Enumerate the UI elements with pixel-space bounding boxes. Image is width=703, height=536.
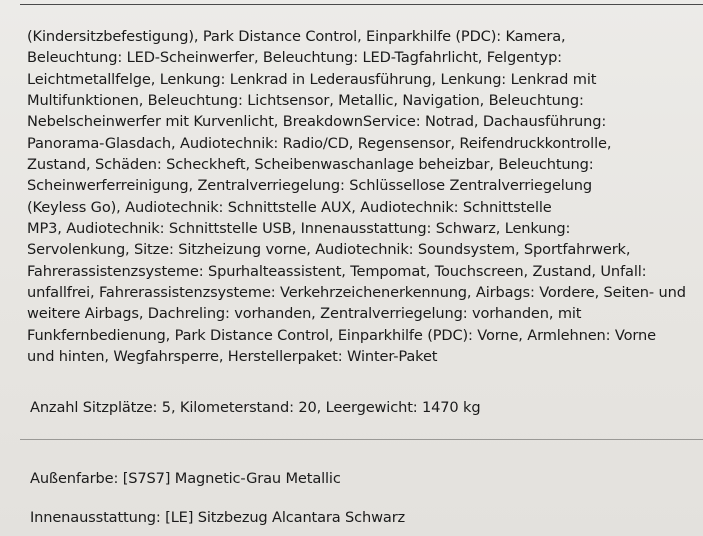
interior-trim-line: Innenausstattung: [LE] Sitzbezug Alcantara Schwarz (30, 509, 406, 526)
equipment-line: weitere Airbags, Dachreling: vorhanden, Zentralverriegelung: vorhanden, mit (27, 305, 582, 323)
equipment-line: Panorama-Glasdach, Audiotechnik: Radio/CD, Regensensor, Reifendruckkontrolle, (27, 134, 612, 152)
equipment-line: (Kindersitzbefestigung), Park Distance Control, Einparkhilfe (PDC): Kamera, (27, 28, 566, 45)
equipment-line: Leichtmetallfelge, Lenkung: Lenkrad in Lederausführung, Lenkung: Lenkrad mit (27, 70, 597, 88)
vehicle-stats-line: Anzahl Sitzplätze: 5, Kilometerstand: 20, Leergewicht: 1470 kg (30, 399, 481, 416)
equipment-line: Servolenkung, Sitze: Sitzheizung vorne, Audiotechnik: Soundsystem, Sportfahrwerk, (27, 241, 631, 259)
exterior-color-line: Außenfarbe: [S7S7] Magnetic-Grau Metallic (30, 470, 341, 487)
equipment-line: und hinten, Wegfahrsperre, Herstellerpaket: Winter-Paket (27, 348, 438, 366)
equipment-line: Fahrerassistenzsysteme: Spurhalteassistent, Tempomat, Touchscreen, Zustand, Unfall: (27, 262, 647, 280)
equipment-paragraph (27, 26, 697, 368)
equipment-line: Multifunktionen, Beleuchtung: Lichtsensor, Metallic, Navigation, Beleuchtung: (27, 92, 584, 110)
equipment-line: MP3, Audiotechnik: Schnittstelle USB, Innenausstattung: Schwarz, Lenkung: (27, 220, 571, 238)
equipment-line: Scheinwerferreinigung, Zentralverriegelung: Schlüssellose Zentralverriegelung (27, 177, 592, 195)
equipment-line: Funkfernbedienung, Park Distance Control, Einparkhilfe (PDC): Vorne, Armlehnen: Vorne (27, 326, 656, 344)
equipment-line: Beleuchtung: LED-Scheinwerfer, Beleuchtung: LED-Tagfahrlicht, Felgentyp: (27, 49, 562, 67)
top-divider (20, 4, 703, 5)
equipment-line: unfallfrei, Fahrerassistenzsysteme: Verkehrzeichenerkennung, Airbags: Vordere, Seiten- und (27, 284, 686, 302)
equipment-line: Nebelscheinwerfer mit Kurvenlicht, BreakdownService: Notrad, Dachausführung: (27, 113, 607, 131)
equipment-line: Zustand, Schäden: Scheckheft, Scheibenwaschanlage beheizbar, Beleuchtung: (27, 156, 594, 174)
equipment-line: (Keyless Go), Audiotechnik: Schnittstelle AUX, Audiotechnik: Schnittstelle (27, 198, 552, 216)
section-divider (20, 439, 703, 440)
